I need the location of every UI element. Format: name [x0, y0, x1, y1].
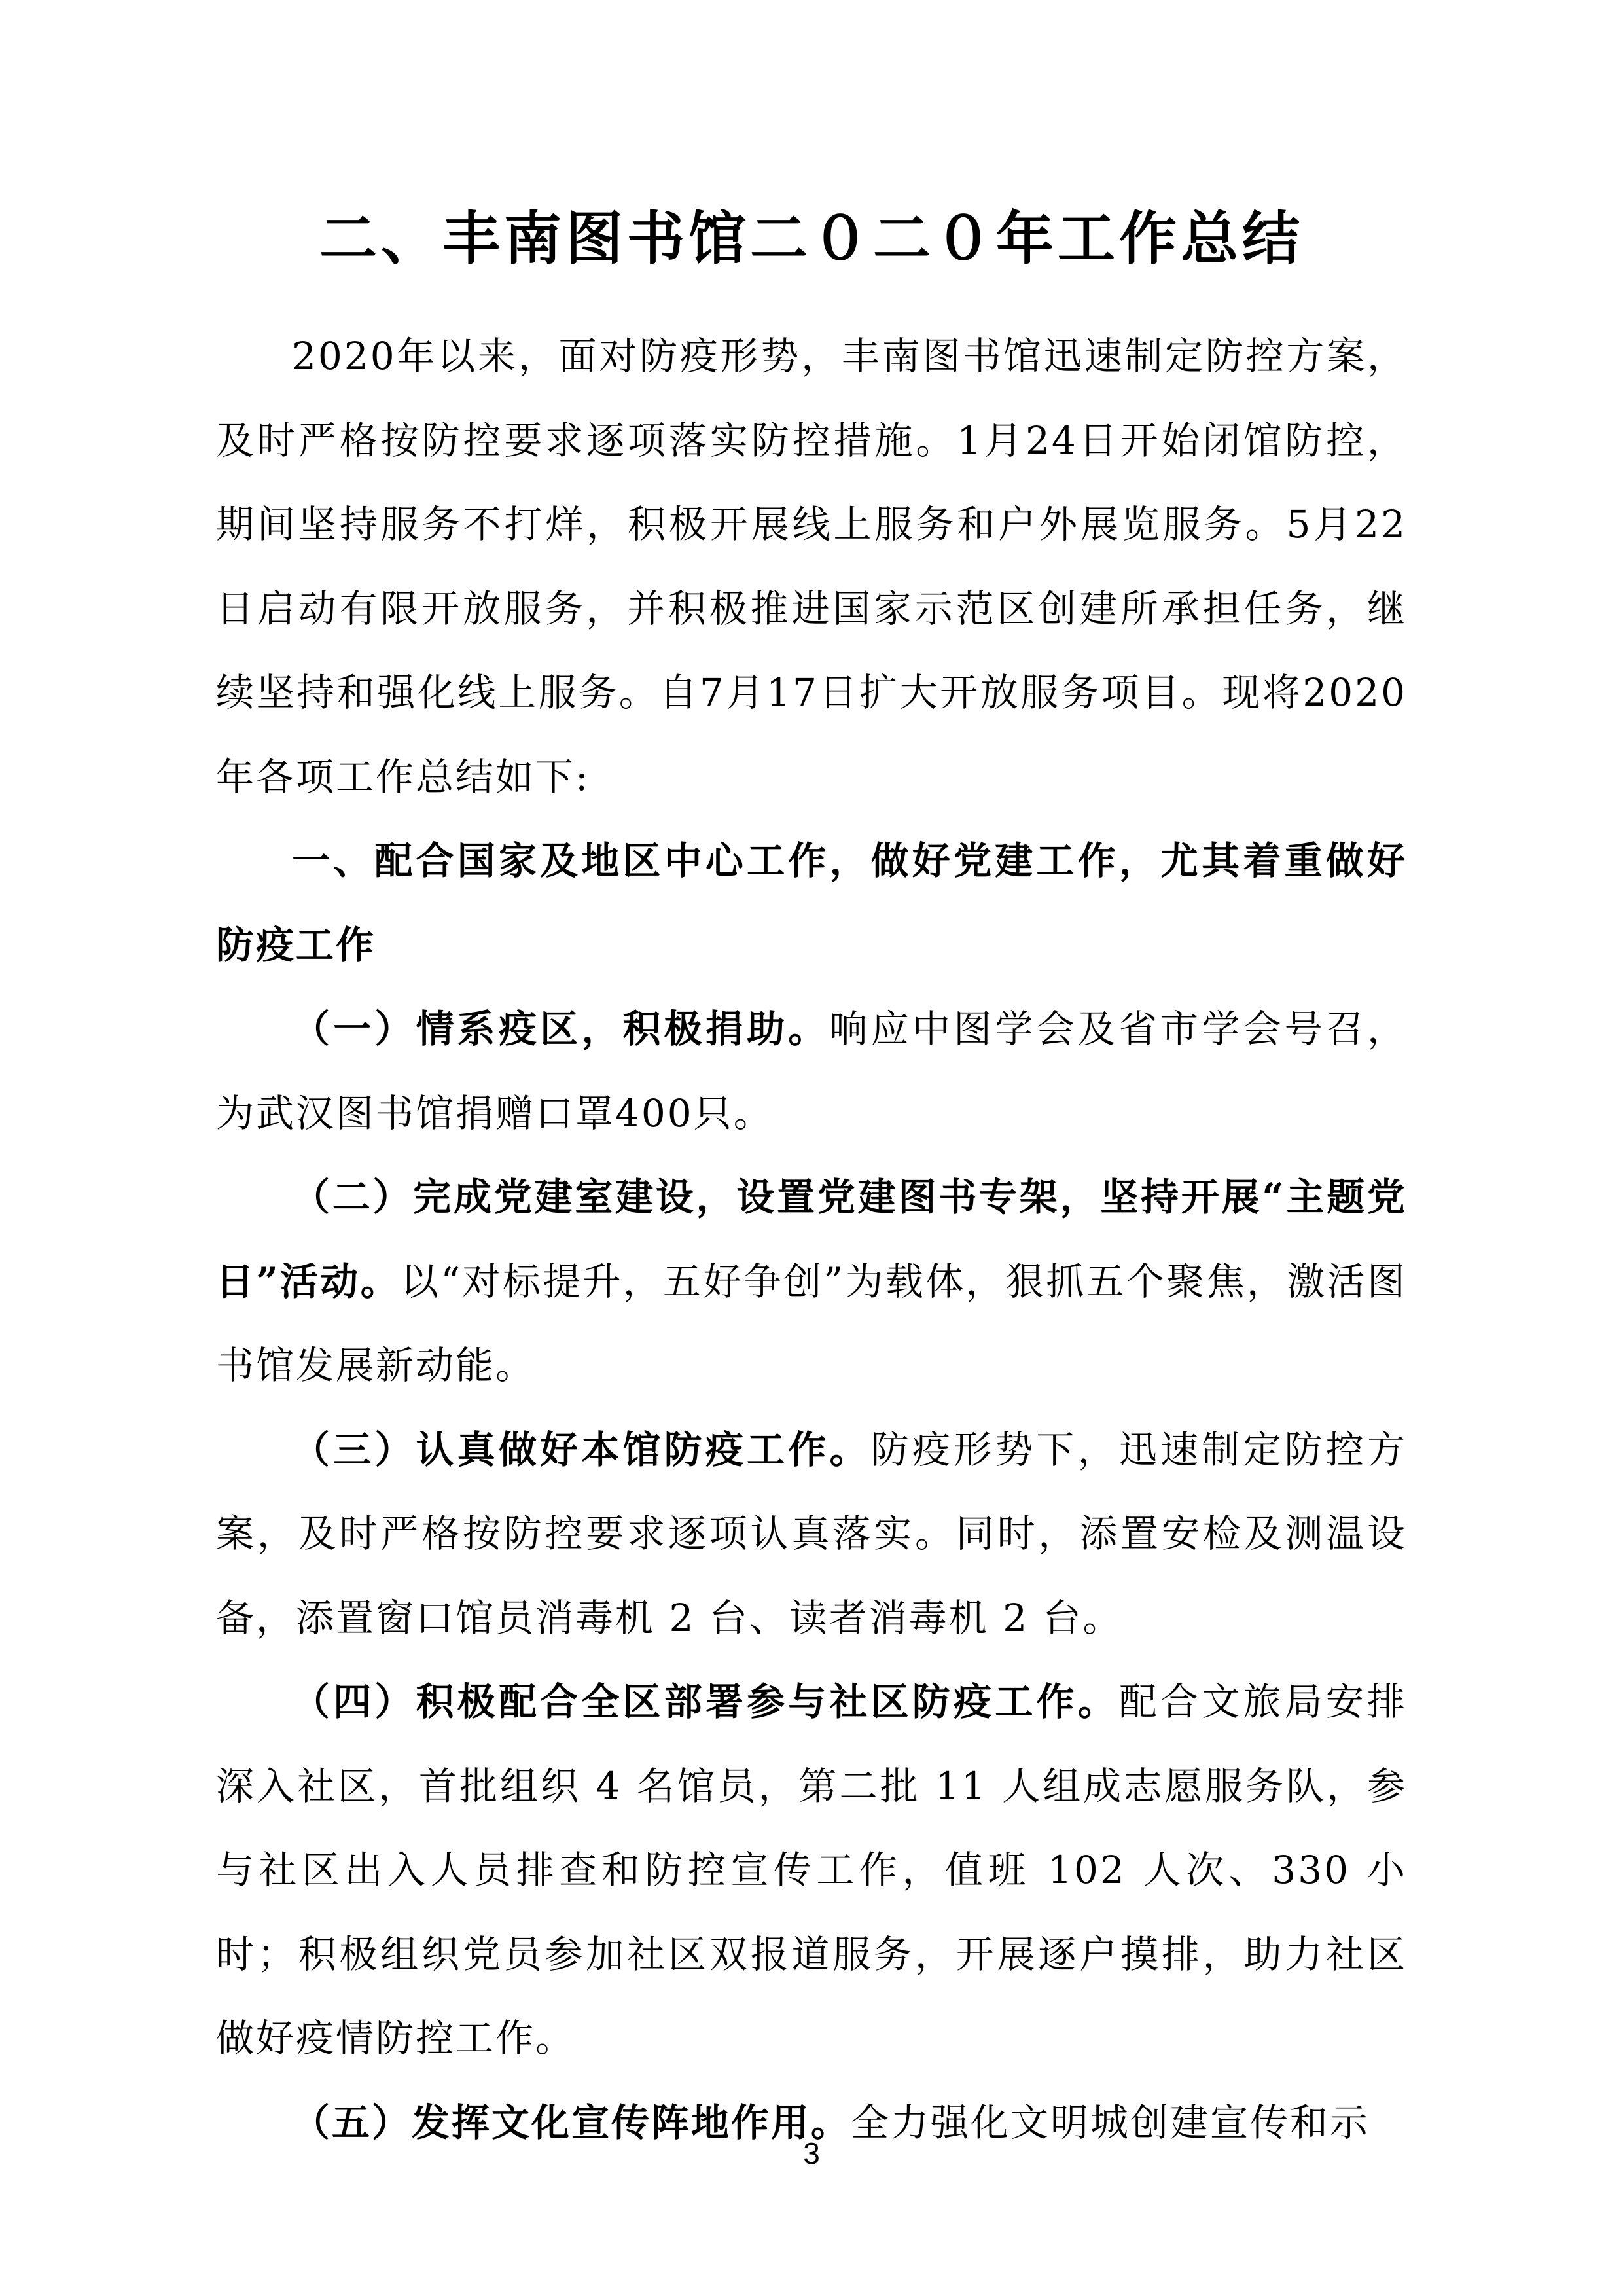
page-number: 3 [803, 2136, 820, 2170]
item-text: 防疫形势下，迅速制定防控方案，及时严格按防控要求逐项认真落实。同时，添置安检及测温设备，添置窗口馆员消毒机 2 台、读者消毒机 2 台。 [216, 1427, 1407, 1640]
item-lead: （五）发挥文化宣传阵地作用。 [292, 2100, 851, 2145]
item-paragraph-1 [216, 987, 1407, 1155]
item-paragraph-3 [216, 1408, 1407, 1660]
item-lead: （一）情系疫区，积极捐助。 [292, 1007, 830, 1051]
item-paragraph-4 [216, 1660, 1407, 2081]
item-lead: （二）完成党建室建设，设置党建图书专架，坚持开展“主题党日”活动。 [216, 1175, 1407, 1304]
item-text: 以“对标提升，五好争创”为载体，狠抓五个聚焦，激活图书馆发展新动能。 [216, 1259, 1407, 1388]
document-body [216, 314, 1407, 2164]
item-text: 全力强化文明城创建宣传和示 [851, 2100, 1370, 2145]
item-lead: （三）认真做好本馆防疫工作。 [292, 1427, 871, 1472]
item-lead: （四）积极配合全区部署参与社区防疫工作。 [292, 1679, 1119, 1724]
page-title: 二、丰南图书馆二０二０年工作总结 [319, 205, 1304, 272]
item-paragraph-2 [216, 1155, 1407, 1408]
item-text: 配合文旅局安排深入社区，首批组织 4 名馆员，第二批 11 人组成志愿服务队，参与社区出入人员排查和防控宣传工作，值班 102 人次、330 小时；积极组织党员参加社区双报道服务，开展逐户摸排，助力社区做好疫情防控工作。 [216, 1679, 1407, 2060]
intro-paragraph: 2020年以来，面对防疫形势，丰南图书馆迅速制定防控方案，及时严格按防控要求逐项落实防控措施。1月24日开始闭馆防控，期间坚持服务不打烊，积极开展线上服务和户外展览服务。5月22日启动有限开放服务，并积极推进国家示范区创建所承担任务，继续坚持和强化线上服务。自7月17日扩大开放服务项目。现将2020年各项工作总结如下: [216, 334, 1407, 799]
section-heading: 一、配合国家及地区中心工作，做好党建工作，尤其着重做好防疫工作 [216, 838, 1407, 967]
item-text: 响应中图学会及省市学会号召，为武汉图书馆捐赠口罩400只。 [216, 1007, 1407, 1136]
